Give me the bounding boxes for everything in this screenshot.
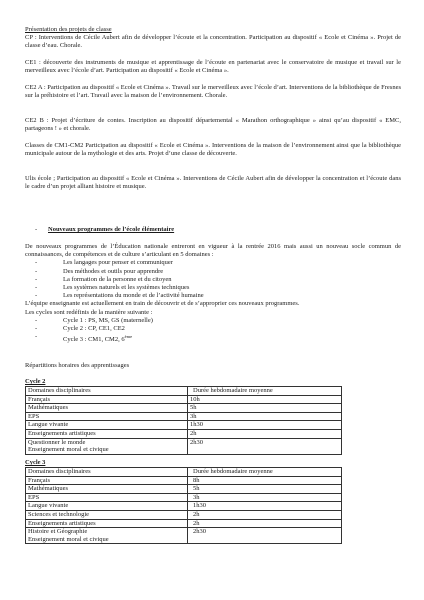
table-header-cell: Durée hebdomadaire moyenne (188, 387, 342, 396)
cycle-text: Cycle 3 : CM1, CM2, 6 (63, 336, 125, 344)
table-cell-line: Histoire et Géographie (28, 528, 88, 536)
table-cell-line: Enseignement moral et civique (28, 446, 109, 454)
table-cell: 3h (188, 493, 342, 502)
class-project-ce2b: CE2 B : Projet d’écriture de contes. Inscription au dispositif départemental « Marathon orthographique » ainsi qu’au dispositif « EMC, partageons ! » et chorale. (25, 117, 401, 133)
cycle3-table (25, 467, 342, 544)
table-cell: 1h30 (188, 421, 342, 430)
team-note: L’équipe enseignante est actuellement en train de découvrir et de s’approprier ces nouveaux programmes. (25, 300, 300, 308)
table-cell: 10h (188, 395, 342, 404)
table-row (26, 510, 342, 519)
table-cell: 5h (188, 485, 342, 494)
table-header-cell: Domaines disciplinaires (26, 387, 188, 396)
table-cell: Sciences et technologie (26, 510, 188, 519)
cycle-text: Cycle 2 : CP, CE1, CE2 (63, 325, 125, 333)
table-cell: 8h (188, 476, 342, 485)
table-cell: 1h30 (188, 502, 342, 511)
class-project-cm1-cm2: Classes de CM1-CM2 Participation au dispositif « Ecole et Cinéma ». Interventions de la maison de l’environnement ainsi que la bibliothèque municipale autour de la mythologie et des arts. Projet d’une classe de découverte. (25, 142, 401, 158)
cycles-intro: Les cycles sont redéfinis de la manière suivante : (25, 308, 153, 316)
table-row (26, 476, 342, 485)
table-cell: Français (26, 476, 188, 485)
section-title: Nouveaux programmes de l’école élémentaire (48, 226, 175, 233)
section-bullet: - (35, 226, 38, 233)
table-row (26, 412, 342, 421)
table-cell-line: Questionner le monde (28, 438, 86, 446)
table-row (26, 485, 342, 494)
domain-item: - Les systèmes naturels et les systèmes techniques (25, 284, 401, 292)
domain-item: - Les langages pour penser et communiquer (25, 259, 401, 267)
table-row (26, 404, 342, 413)
table-cell (26, 528, 188, 544)
programmes-heading (25, 226, 401, 234)
class-project-ulis: Ulis école ; Participation au dispositif « Ecole et Cinéma ». Interventions de Cécile Aubert afin de développer la concentration et l’écoute dans le cadre d’un projet alliant histoire et musique. (25, 175, 401, 191)
table-row (26, 395, 342, 404)
cycle3-title: Cycle 3 (25, 459, 46, 466)
table-cell (26, 438, 188, 454)
table-cell: 5h (188, 404, 342, 413)
programmes-block (25, 243, 401, 345)
class-project-ce2a: CE2 A : Participation au dispositif « Ecole et Cinéma ». Travail sur le merveilleux avec l’école d’art. Interventions de la bibliothèque de Fresnes sur la préhistoire et l’art. Travail avec la maison de l’environnement. Chorale. (25, 84, 401, 100)
table-header-cell: Domaines disciplinaires (26, 468, 188, 477)
table-cell: Français (26, 395, 188, 404)
cycle-text: Cycle 1 : PS, MS, GS (maternelle) (63, 316, 153, 324)
table-header-row (26, 387, 342, 396)
table-row (26, 438, 342, 454)
table-cell: Enseignements artistiques (26, 519, 188, 528)
class-project-cp: CP : Interventions de Cécile Aubert afin de développer l’écoute et la concentration. Participation au dispositif « Ecole et Cinéma ». Projet de classe d’eau. Chorale. (25, 34, 401, 50)
page-title: Présentation des projets de classe (25, 26, 112, 33)
table-cell: 3h (188, 412, 342, 421)
cycle-item (25, 325, 401, 333)
table-row (26, 429, 342, 438)
table-cell: 2h (188, 519, 342, 528)
table-cell: Mathématiques (26, 485, 188, 494)
domains-list (25, 259, 401, 300)
cycle-item (25, 317, 401, 325)
cycle2-title: Cycle 2 (25, 378, 46, 385)
table-row (26, 519, 342, 528)
table-cell: EPS (26, 493, 188, 502)
class-project-ce1: CE1 : découverte des instruments de musique et apprentissage de l’écoute en partenariat avec le conservatoire de musique et travail sur le merveilleux avec l’école d’art. Participation au dispositif « Ecole et Cinéma ». (25, 59, 401, 75)
table-row (26, 421, 342, 430)
domain-item: - Les représentations du monde et de l’activité humaine (25, 292, 401, 300)
table-header-cell: Durée hebdomadaire moyenne (188, 468, 342, 477)
table-cell: 2h (188, 510, 342, 519)
table-cell-line: Enseignement moral et civique (28, 535, 109, 543)
table-row (26, 502, 342, 511)
table-cell: 2h30 (188, 528, 342, 544)
table-header-row (26, 468, 342, 477)
table-row (26, 528, 342, 544)
table-cell: 2h (188, 429, 342, 438)
table-cell: Langue vivante (26, 502, 188, 511)
table-cell: Mathématiques (26, 404, 188, 413)
domain-item: - Des méthodes et outils pour apprendre (25, 268, 401, 276)
cycles-list (25, 317, 401, 345)
programmes-intro: De nouveaux programmes de l’Éducation nationale entreront en vigueur à la rentrée 2016 mais aussi un nouveau socle commun de connaissances, de compétences et de culture s’articulant en 5 domaines : (25, 243, 401, 259)
table-cell: EPS (26, 412, 188, 421)
table-row (26, 493, 342, 502)
hours-title: Répartitions horaires des apprentissages (25, 362, 130, 369)
cycle2-table (25, 386, 342, 455)
table-cell: 2h30 (188, 438, 342, 454)
cycle-item (25, 333, 401, 344)
table-cell: Enseignements artistiques (26, 429, 188, 438)
table-cell: Langue vivante (26, 421, 188, 430)
domain-item: - La formation de la personne et du citoyen (25, 276, 401, 284)
cycle-sup: ème (124, 334, 133, 340)
